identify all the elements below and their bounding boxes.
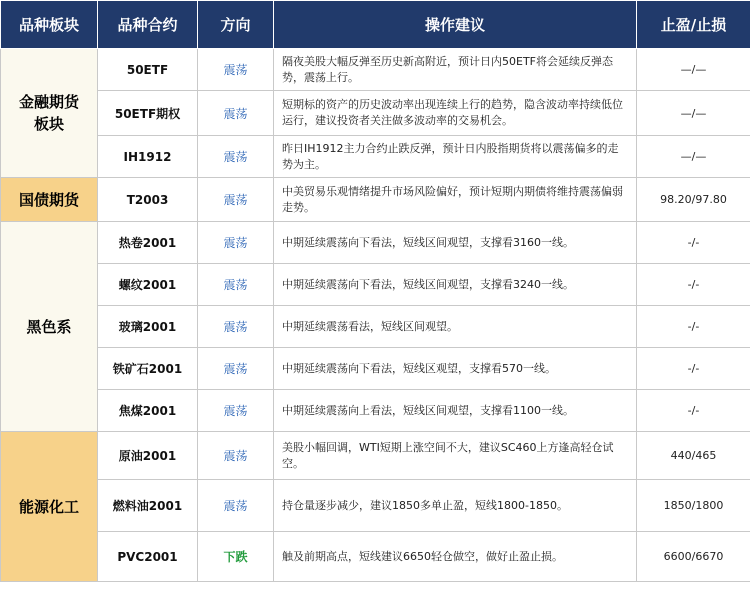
advice-cell: 持仓量逐步减少，建议1850多单止盈，短线1800-1850。 bbox=[274, 480, 637, 532]
contract-cell: 玻璃2001 bbox=[98, 306, 198, 348]
advice-cell: 中期延续震荡向上看法，短线区间观望，支撑看1100一线。 bbox=[274, 390, 637, 432]
advice-cell: 短期标的资产的历史波动率出现连续上行的趋势，隐含波动率持续低位运行，建议投资者关注做多波动率的交易机会。 bbox=[274, 91, 637, 136]
advice-cell: 中美贸易乐观情绪提升市场风险偏好，预计短期内期债将维持震荡偏弱走势。 bbox=[274, 178, 637, 222]
contract-cell: IH1912 bbox=[98, 136, 198, 178]
header-row bbox=[1, 1, 750, 49]
table-row bbox=[1, 264, 750, 306]
advice-cell: 隔夜美股大幅反弹至历史新高附近，预计日内50ETF将会延续反弹态势，震荡上行。 bbox=[274, 49, 637, 91]
contract-cell: 焦煤2001 bbox=[98, 390, 198, 432]
stop-cell: 98.20/97.80 bbox=[637, 178, 750, 222]
direction-cell: 下跌 bbox=[198, 532, 274, 582]
advice-cell: 中期延续震荡向下看法，短线区间观望，支撑看3160一线。 bbox=[274, 222, 637, 264]
contract-cell: PVC2001 bbox=[98, 532, 198, 582]
header-advice: 操作建议 bbox=[274, 1, 637, 49]
direction-cell: 震荡 bbox=[198, 91, 274, 136]
table-row bbox=[1, 390, 750, 432]
contract-cell: 50ETF bbox=[98, 49, 198, 91]
stop-cell: —/— bbox=[637, 136, 750, 178]
stop-cell: -/- bbox=[637, 264, 750, 306]
direction-cell: 震荡 bbox=[198, 264, 274, 306]
direction-cell: 震荡 bbox=[198, 390, 274, 432]
header-contract: 品种合约 bbox=[98, 1, 198, 49]
header-direction: 方向 bbox=[198, 1, 274, 49]
stop-cell: —/— bbox=[637, 49, 750, 91]
table-row bbox=[1, 222, 750, 264]
table-row bbox=[1, 432, 750, 480]
advice-cell: 昨日IH1912主力合约止跌反弹，预计日内股指期货将以震荡偏多的走势为主。 bbox=[274, 136, 637, 178]
direction-cell: 震荡 bbox=[198, 348, 274, 390]
direction-cell: 震荡 bbox=[198, 432, 274, 480]
sector-black: 黑色系 bbox=[1, 222, 98, 432]
contract-cell: 螺纹2001 bbox=[98, 264, 198, 306]
table-row bbox=[1, 306, 750, 348]
stop-cell: 6600/6670 bbox=[637, 532, 750, 582]
direction-cell: 震荡 bbox=[198, 178, 274, 222]
table-row bbox=[1, 532, 750, 582]
stop-cell: -/- bbox=[637, 390, 750, 432]
stop-cell: -/- bbox=[637, 222, 750, 264]
stop-cell: 1850/1800 bbox=[637, 480, 750, 532]
sector-bond: 国债期货 bbox=[1, 178, 98, 222]
table-row bbox=[1, 91, 750, 136]
stop-cell: 440/465 bbox=[637, 432, 750, 480]
sector-finance: 金融期货 板块 bbox=[1, 49, 98, 178]
stop-cell: -/- bbox=[637, 348, 750, 390]
table-row bbox=[1, 480, 750, 532]
direction-cell: 震荡 bbox=[198, 49, 274, 91]
table-row bbox=[1, 178, 750, 222]
table-row bbox=[1, 136, 750, 178]
direction-cell: 震荡 bbox=[198, 480, 274, 532]
advice-cell: 中期延续震荡向下看法，短线区间观望，支撑看3240一线。 bbox=[274, 264, 637, 306]
contract-cell: 铁矿石2001 bbox=[98, 348, 198, 390]
contract-cell: T2003 bbox=[98, 178, 198, 222]
contract-cell: 热卷2001 bbox=[98, 222, 198, 264]
advice-cell: 美股小幅回调，WTI短期上涨空间不大，建议SC460上方逢高轻仓试空。 bbox=[274, 432, 637, 480]
header-stop: 止盈/止损 bbox=[637, 1, 750, 49]
table-row bbox=[1, 49, 750, 91]
contract-cell: 燃料油2001 bbox=[98, 480, 198, 532]
direction-cell: 震荡 bbox=[198, 306, 274, 348]
contract-cell: 原油2001 bbox=[98, 432, 198, 480]
advice-cell: 中期延续震荡向下看法，短线区观望，支撑看570一线。 bbox=[274, 348, 637, 390]
contract-cell: 50ETF期权 bbox=[98, 91, 198, 136]
direction-cell: 震荡 bbox=[198, 136, 274, 178]
advice-cell: 中期延续震荡看法，短线区间观望。 bbox=[274, 306, 637, 348]
stop-cell: —/— bbox=[637, 91, 750, 136]
header-sector: 品种板块 bbox=[1, 1, 98, 49]
sector-energy: 能源化工 bbox=[1, 432, 98, 582]
advice-cell: 触及前期高点，短线建议6650轻仓做空，做好止盈止损。 bbox=[274, 532, 637, 582]
stop-cell: -/- bbox=[637, 306, 750, 348]
direction-cell: 震荡 bbox=[198, 222, 274, 264]
table-row bbox=[1, 348, 750, 390]
